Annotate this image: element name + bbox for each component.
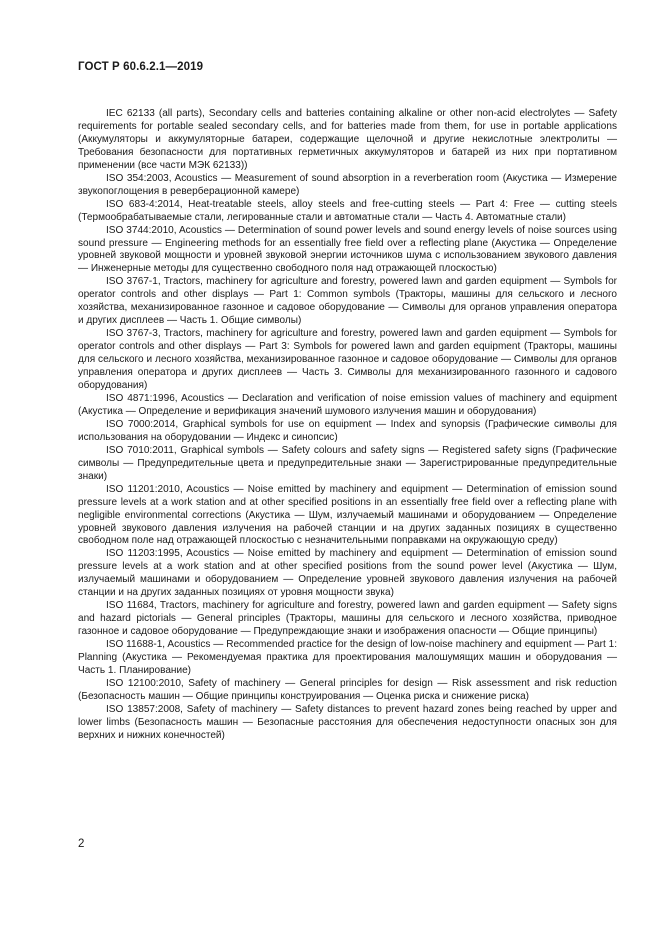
reference-item: ISO 4871:1996, Acoustics — Declaration and verification of noise emission values of machinery and equipment (Акустика — Определение и верификация значений шумового излучения машин и оборудования) <box>78 392 617 417</box>
standard-designation: ГОСТ Р 60.6.2.1—2019 <box>78 61 204 73</box>
reference-item: ISO 11203:1995, Acoustics — Noise emitted by machinery and equipment — Determination of emission sound pressure levels at a work station and at other specified positions from the sound power level (Акустика — Шум, излучаемый машинами и оборудованием — Определение уровней звукового давления излучения на рабочей станции и на других заданных позициях от уровня мощности звука) <box>78 548 617 599</box>
reference-item: IEC 62133 (all parts), Secondary cells and batteries containing alkaline or other non-acid electrolytes — Safety requirements for portable sealed secondary cells, and for batteries made from them, for use in portable applications (Аккумуляторы и аккумуляторные батареи, содержащие щелочной и другие некислотные электролиты — Требования безопасности для портативных герметичных аккумуляторов и батарей из них при портативном применении (все части МЭК 62133)) <box>78 108 617 171</box>
reference-item: ISO 13857:2008, Safety of machinery — Safety distances to prevent hazard zones being reached by upper and lower limbs (Безопасность машин — Безопасные расстояния для обеспечения недоступности опасных зон для верхних и нижних конечностей) <box>78 703 617 741</box>
page-number: 2 <box>78 838 85 850</box>
reference-item: ISO 7000:2014, Graphical symbols for use on equipment — Index and synopsis (Графические символы для использования на оборудовании — Индекс и синопсис) <box>78 418 617 443</box>
reference-item: ISO 683-4:2014, Heat-treatable steels, alloy steels and free-cutting steels — Part 4: Free — cutting steels (Термообрабатываемые стали, легированные стали и автоматные стали — Часть 4. Автоматные стали) <box>78 198 617 223</box>
reference-item: ISO 3767-3, Tractors, machinery for agriculture and forestry, powered lawn and garden equipment — Symbols for operator controls and other displays — Part 3: Symbols for powered lawn and garden equipment (Тракторы, машины для сельского и лесного хозяйства, механизированное газонное и садовое оборудование — Символы для органов управления оператора и других дисплеев — Часть 3. Символы для механизированного газонного и садового оборудования) <box>78 328 617 392</box>
reference-item: ISO 11684, Tractors, machinery for agriculture and forestry, powered lawn and garden equipment — Safety signs and hazard pictorials — General principles (Тракторы, машины для сельского и лесного хозяйства, приводное газонное и садовое оборудование — Предупреждающие знаки и изображения опасности — Общие принципы) <box>78 600 617 638</box>
reference-item: ISO 3744:2010, Acoustics — Determination of sound power levels and sound energy levels of noise sources using sound pressure — Engineering methods for an essentially free field over a reflecting plane (Акустика — Определение уровней звуковой мощности и уровней звуковой энергии источников шума с использованием звукового давления — Инженерные методы для существенно свободного поля над отражающей плоскостью) <box>78 224 617 275</box>
reference-item: ISO 12100:2010, Safety of machinery — General principles for design — Risk assessment and risk reduction (Безопасность машин — Общие принципы конструирования — Оценка риска и снижение риска) <box>78 677 617 702</box>
normative-references-list <box>78 108 617 743</box>
reference-item: ISO 354:2003, Acoustics — Measurement of sound absorption in a reverberation room (Акустика — Измерение звукопоглощения в реверберационной камере) <box>78 172 617 197</box>
reference-item: ISO 11688-1, Acoustics — Recommended practice for the design of low-noise machinery and equipment — Part 1: Planning (Акустика — Рекомендуемая практика для проектирования малошумящих машин и оборудования — Часть 1. Планирование) <box>78 639 617 676</box>
reference-item: ISO 7010:2011, Graphical symbols — Safety colours and safety signs — Registered safety signs (Графические символы — Предупредительные цвета и предупредительные знаки — Зарегистрированные предупредительные знаки) <box>78 444 617 482</box>
reference-item: ISO 11201:2010, Acoustics — Noise emitted by machinery and equipment — Determination of emission sound pressure levels at a work station and at other specified positions in an essentially free field over a reflecting plane with negligible environmental corrections (Акустика — Шум, излучаемый машинами и оборудованием — Определение уровней звукового давления излучения на рабочей станции и на других заданных позициях в существенно свободном поле над отражающей плоскостью с незначительными поправками на окружающую среду) <box>78 483 617 547</box>
reference-item: ISO 3767-1, Tractors, machinery for agriculture and forestry, powered lawn and garden equipment — Symbols for operator controls and other displays — Part 1: Common symbols (Тракторы, машины для сельского и лесного хозяйства, механизированное газонное и садовое оборудование — Символы для органов управления оператора и других дисплеев — Часть 1. Общие символы) <box>78 276 617 327</box>
